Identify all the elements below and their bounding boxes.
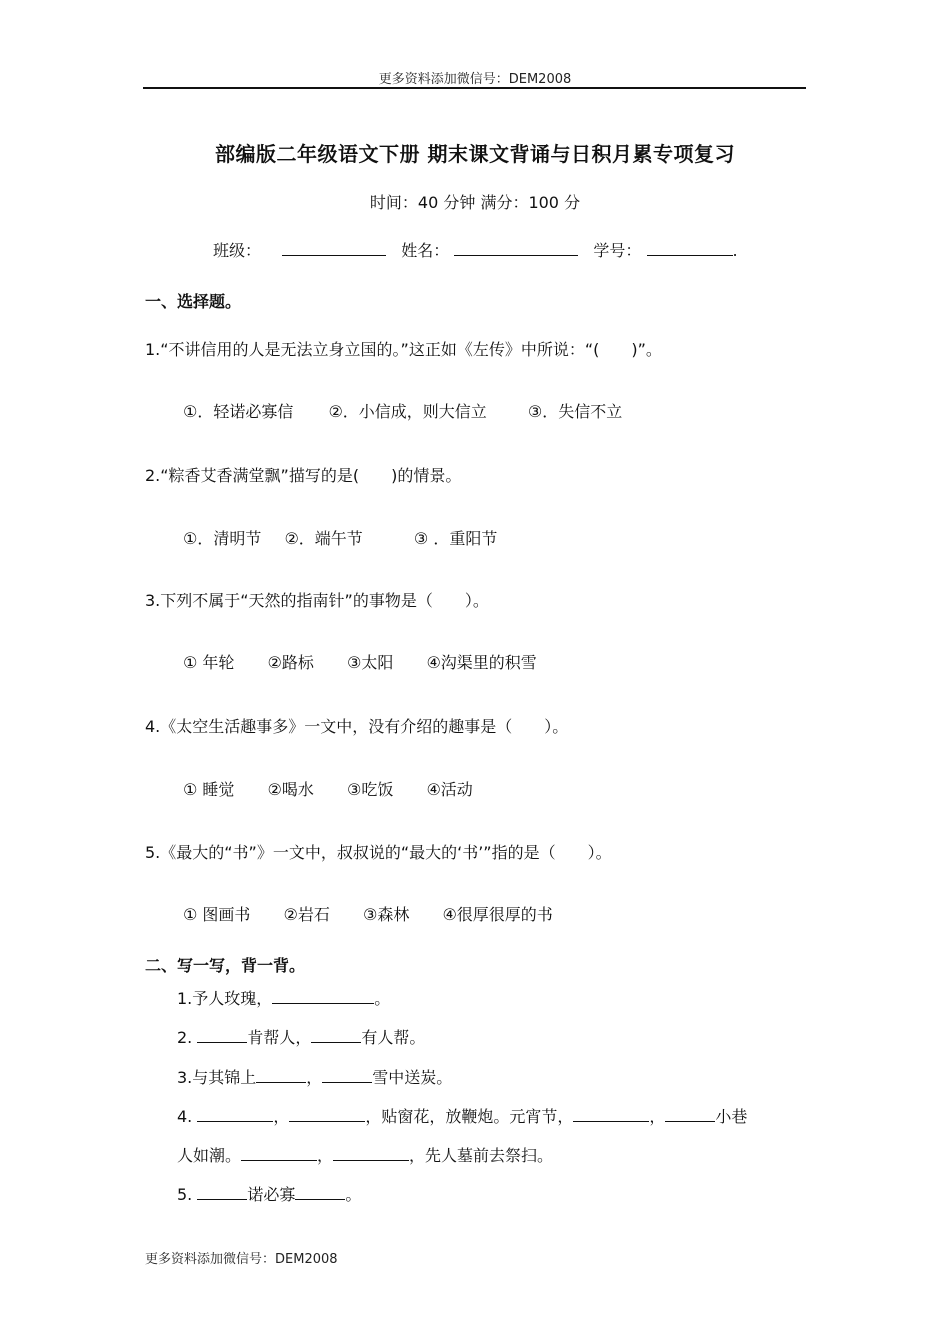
option[interactable]: ②．小信成，则大信立 (328, 402, 487, 421)
text: ， (649, 1107, 666, 1126)
text: ，先人墓前去祭扫。 (409, 1146, 554, 1165)
text: 人如潮。 (177, 1146, 242, 1165)
name-label: 姓名： (401, 241, 450, 260)
fill-line-2 (177, 1025, 425, 1048)
question-5-options (183, 902, 553, 925)
option[interactable]: ④很厚很厚的书 (442, 905, 553, 924)
option[interactable]: ③．失信不立 (527, 402, 623, 421)
option[interactable]: ②岩石 (283, 905, 330, 924)
student-info-line (213, 238, 738, 261)
option[interactable]: ①．轻诺必寡信 (183, 402, 294, 421)
text: 5. (177, 1185, 198, 1204)
answer-blank[interactable] (322, 1068, 372, 1083)
answer-blank[interactable] (289, 1107, 365, 1122)
text: 3.与其锦上 (177, 1068, 257, 1087)
question-1-options (183, 399, 622, 422)
fill-line-4 (177, 1104, 747, 1127)
question-2: 2.“粽香艾香满堂飘”描写的是( )的情景。 (145, 466, 462, 485)
answer-blank[interactable] (311, 1028, 361, 1043)
text: 4. (177, 1107, 198, 1126)
answer-blank[interactable] (272, 989, 374, 1004)
answer-blank[interactable] (241, 1146, 317, 1161)
fill-line-1 (177, 986, 390, 1009)
text: 雪中送炭。 (372, 1068, 453, 1087)
text: 有人帮。 (361, 1028, 426, 1047)
exam-time-score: 时间：40 分钟 满分：100 分 (369, 193, 581, 212)
option[interactable]: ③吃饭 (346, 780, 394, 799)
question-4-options (183, 777, 473, 800)
answer-blank[interactable] (573, 1107, 649, 1122)
text: 。 (374, 989, 391, 1008)
option[interactable]: ②路标 (267, 653, 314, 672)
question-3-options (183, 650, 537, 673)
answer-blank[interactable] (197, 1028, 247, 1043)
option[interactable]: ① 图画书 (183, 905, 251, 924)
option[interactable]: ③森林 (362, 905, 410, 924)
text: ， (306, 1068, 323, 1087)
text: ， (317, 1146, 334, 1165)
question-3: 3.下列不属于“天然的指南针”的事物是（ ）。 (145, 591, 489, 610)
header-rule (143, 87, 806, 89)
section1-heading: 一、选择题。 (145, 292, 242, 311)
question-4: 4.《太空生活趣事多》一文中，没有介绍的趣事是（ ）。 (145, 717, 569, 736)
section2-heading: 二、写一写，背一背。 (145, 956, 306, 975)
answer-blank[interactable] (256, 1068, 306, 1083)
question-2-options (183, 526, 497, 549)
page-title: 部编版二年级语文下册 期末课文背诵与日积月累专项复习 (215, 142, 735, 166)
name-blank[interactable] (454, 239, 578, 256)
page-footer: 更多资料添加微信号：DEM2008 (145, 1252, 338, 1267)
fill-line-3 (177, 1065, 452, 1088)
class-label: 班级： (213, 241, 262, 260)
answer-blank[interactable] (197, 1107, 273, 1122)
id-label: 学号： (593, 241, 642, 260)
text: ， (273, 1107, 290, 1126)
text: 。 (345, 1185, 362, 1204)
question-5: 5.《最大的“书”》一文中，叔叔说的“最大的‘书’”指的是（ ）。 (145, 843, 612, 862)
option[interactable]: ①．清明节 (183, 529, 262, 548)
question-1: 1.“不讲信用的人是无法立身立国的。”这正如《左传》中所说：“( )”。 (145, 340, 662, 359)
option[interactable]: ③ ．重阳节 (413, 529, 498, 548)
fill-line-5 (177, 1182, 361, 1205)
option[interactable]: ① 年轮 (183, 653, 235, 672)
option[interactable]: ③太阳 (346, 653, 394, 672)
class-blank[interactable] (282, 239, 386, 256)
option[interactable]: ②喝水 (267, 780, 314, 799)
fill-line-4-cont (177, 1143, 553, 1166)
text: 1.予人玫瑰， (177, 989, 273, 1008)
option[interactable]: ④活动 (426, 780, 473, 799)
text: ，贴窗花，放鞭炮。元宵节， (365, 1107, 574, 1126)
answer-blank[interactable] (333, 1146, 409, 1161)
option[interactable]: ④沟渠里的积雪 (426, 653, 537, 672)
text: 诺必寡 (247, 1185, 296, 1204)
option[interactable]: ① 睡觉 (183, 780, 235, 799)
option[interactable]: ②．端午节 (284, 529, 363, 548)
id-blank[interactable] (647, 239, 733, 256)
page-header: 更多资料添加微信号：DEM2008 (378, 72, 572, 87)
answer-blank[interactable] (665, 1107, 715, 1122)
answer-blank[interactable] (197, 1185, 247, 1200)
text: 肯帮人， (247, 1028, 312, 1047)
info-end: . (732, 241, 738, 260)
answer-blank[interactable] (295, 1185, 345, 1200)
text: 2. (177, 1028, 198, 1047)
text: 小巷 (715, 1107, 748, 1126)
